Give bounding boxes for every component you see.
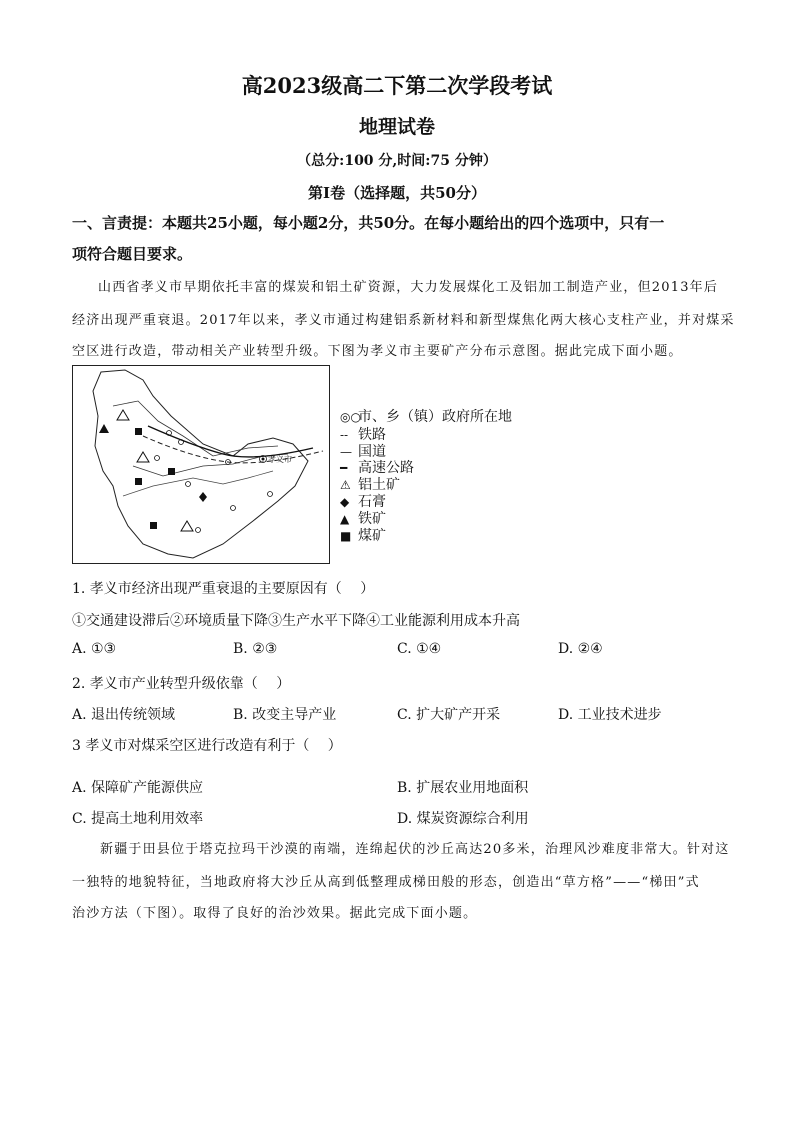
- exam-info: （总分:100 分,时间:75 分钟）: [297, 153, 497, 169]
- instructions-line-1: 一、言责提：本题共25小题，每小题2分，共50分。在每小题给出的四个选项中，只有一: [72, 214, 665, 232]
- town-icon: [196, 528, 201, 533]
- legend-item-coal-mine: ■ 煤矿: [340, 528, 386, 544]
- instructions-line-2: 项符合题目要求。: [72, 245, 193, 263]
- bauxite-icon: [181, 521, 193, 531]
- q3-option-a[interactable]: A. 保障矿产能源供应: [72, 780, 204, 796]
- bauxite-icon: ⚠: [340, 478, 351, 492]
- legend-item-national-road: — 国道: [340, 444, 386, 460]
- railway-icon: --: [340, 428, 349, 442]
- q3-option-c[interactable]: C. 提高土地利用效率: [72, 811, 204, 827]
- q1-option-c[interactable]: C. ①④: [397, 641, 442, 657]
- q1-statements: ①交通建设滞后②环境质量下降③生产水平下降④工业能源利用成本升高: [72, 613, 520, 629]
- coal-mine-icon: ■: [340, 529, 352, 543]
- town-icon: [186, 482, 191, 487]
- q2-option-a[interactable]: A. 退出传统领域: [72, 707, 176, 723]
- q1-option-b[interactable]: B. ②③: [233, 641, 278, 657]
- q2-stem: 2. 孝义市产业转型升级依靠（ ）: [72, 676, 291, 692]
- legend-item-railway: -- 铁路: [340, 427, 386, 443]
- q3-stem: 3 孝义市对煤采空区进行改造有利于（ ）: [72, 738, 342, 754]
- highway-icon: ━: [340, 461, 348, 475]
- exam-title: 高2023级高二下第二次学段考试: [241, 73, 553, 98]
- national-road-icon: —: [340, 445, 352, 459]
- q1-option-d[interactable]: D. ②④: [558, 641, 603, 657]
- inner-boundary-2: [123, 471, 273, 496]
- map-drawing: [73, 366, 329, 563]
- q3-option-d[interactable]: D. 煤炭资源综合利用: [397, 811, 529, 827]
- q2-option-b[interactable]: B. 改变主导产业: [233, 707, 337, 723]
- legend-item-highway: ━ 高速公路: [340, 460, 414, 476]
- q2-option-d[interactable]: D. 工业技术进步: [558, 707, 662, 723]
- city-label: 孝义市: [268, 455, 292, 464]
- legend-item-iron-ore: ▲ 铁矿: [340, 511, 386, 527]
- q1-stem: 1. 孝义市经济出现严重衰退的主要原因有（ ）: [72, 581, 375, 597]
- coal-mine-icon: [150, 522, 157, 529]
- subject-title: 地理试卷: [358, 116, 435, 138]
- passage2-line-1: 新疆于田县位于塔克拉玛干沙漠的南端，连绵起伏的沙丘高达20多米，治理风沙难度非常大。针对这: [100, 842, 730, 857]
- coal-mine-icon: [168, 468, 175, 475]
- inner-boundary-1: [113, 401, 288, 476]
- part-heading: 第Ⅰ卷（选择题，共50分）: [308, 184, 486, 202]
- passage2-line-3: 治沙方法（下图）。取得了良好的治沙效果。据此完成下面小题。: [72, 906, 478, 921]
- passage1-line-3: 空区进行改造，带动相关产业转型升级。下图为孝义市主要矿产分布示意图。据此完成下面小题。: [72, 344, 683, 359]
- coal-mine-icon: [135, 478, 142, 485]
- q1-option-a[interactable]: A. ①③: [72, 641, 117, 657]
- town-icon: [231, 506, 236, 511]
- legend-item-town: ◎○市、乡（镇）政府所在地: [340, 409, 512, 425]
- q3-option-b[interactable]: B. 扩展农业用地面积: [397, 780, 529, 796]
- q2-option-c[interactable]: C. 扩大矿产开采: [397, 707, 501, 723]
- legend-item-bauxite: ⚠ 铝土矿: [340, 477, 400, 493]
- gypsum-icon: [199, 492, 207, 502]
- iron-ore-icon: ▲: [340, 512, 350, 526]
- passage1-line-1: 山西省孝义市早期依托丰富的煤炭和铝土矿资源，大力发展煤化工及铝加工制造产业，但2013年后: [98, 280, 719, 295]
- gypsum-icon: ◆: [340, 495, 350, 509]
- passage2-line-2: 一独特的地貌特征，当地政府将大沙丘从高到低整理成梯田般的形态，创造出“草方格”——“梯田”式: [72, 875, 700, 890]
- mineral-distribution-map: [72, 365, 330, 564]
- iron-ore-icon: [99, 424, 109, 433]
- coal-mine-icon: [135, 428, 142, 435]
- town-icon: [268, 492, 273, 497]
- town-icon: ◎○: [340, 410, 361, 424]
- city-seat-dot: [262, 458, 265, 461]
- legend-item-gypsum: ◆ 石膏: [340, 494, 386, 510]
- bauxite-icon: [137, 452, 149, 462]
- bauxite-icon: [117, 410, 129, 420]
- railway-line: [143, 436, 323, 463]
- town-icon: [155, 456, 160, 461]
- passage1-line-2: 经济出现严重衰退。2017年以来，孝义市通过构建铝系新材料和新型煤焦化两大核心支柱产业，并对煤采: [72, 313, 735, 328]
